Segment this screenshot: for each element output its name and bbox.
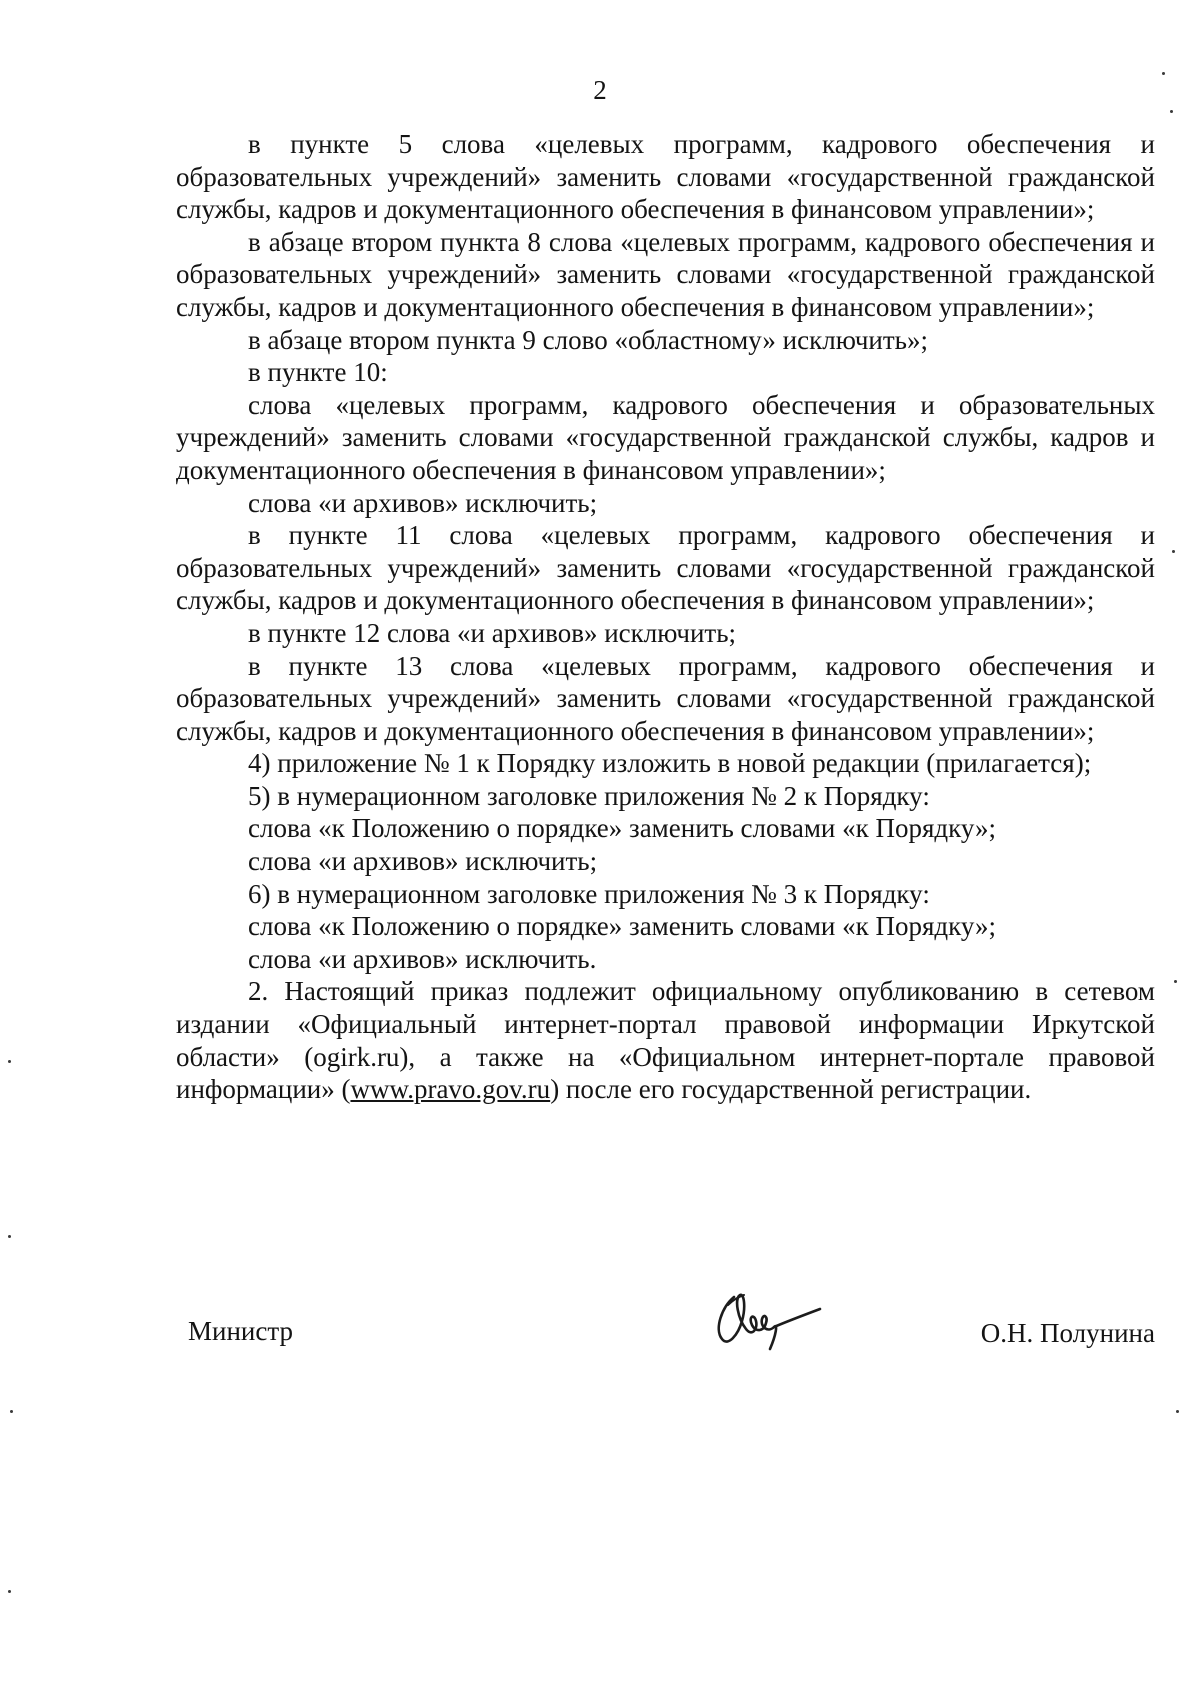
paragraph: в пункте 12 слова «и архивов» исключить; <box>248 617 737 648</box>
paragraph: 5) в нумерационном заголовке приложения № 2 к Порядку: <box>248 780 930 811</box>
scan-speck <box>8 1060 11 1063</box>
paragraph: слова «к Положению о порядке» заменить словами «к Порядку»; <box>248 813 997 844</box>
scan-speck <box>1162 72 1165 75</box>
paragraph: в пункте 13 слова «целевых программ, кадрового обеспечения и образовательных учреждений» заменить словами «государственной гражданской службы, кадров и документационного обеспечения в финансовом управлении»; <box>176 650 1155 746</box>
signature-block <box>176 1307 1155 1357</box>
paragraph: слова «к Положению о порядке» заменить словами «к Порядку»; <box>248 911 997 942</box>
scan-speck <box>1174 980 1177 983</box>
paragraph: в пункте 10: <box>248 357 388 388</box>
handwritten-signature <box>704 1283 824 1357</box>
scan-speck <box>1170 110 1173 113</box>
paragraph: 4) приложение № 1 к Порядку изложить в новой редакции (прилагается); <box>248 748 1092 779</box>
signer-position: Министр <box>188 1316 293 1346</box>
paragraph: в абзаце втором пункта 9 слово «областному» исключить»; <box>248 324 928 355</box>
scan-speck <box>8 1235 11 1238</box>
paragraph: слова «целевых программ, кадрового обеспечения и образовательных учреждений» заменить словами «государственной гражданской службы, кадров и документационного обеспечения в финансовом управлении»; <box>176 389 1155 485</box>
paragraph: в пункте 5 слова «целевых программ, кадрового обеспечения и образовательных учреждений» заменить словами «государственной гражданской службы, кадров и документационного обеспечения в финансовом управлении»; <box>176 129 1155 225</box>
scan-speck <box>1172 550 1175 553</box>
paragraph: слова «и архивов» исключить. <box>248 943 597 974</box>
pravo-gov-link[interactable]: www.pravo.gov.ru <box>350 1074 551 1105</box>
document-body <box>176 128 1155 1106</box>
paragraph: в пункте 11 слова «целевых программ, кадрового обеспечения и образовательных учреждений» заменить словами «государственной гражданской службы, кадров и документационного обеспечения в финансовом управлении»; <box>176 520 1155 616</box>
scan-speck <box>1176 1410 1179 1413</box>
paragraph: в абзаце втором пункта 8 слова «целевых программ, кадрового обеспечения и образовательных учреждений» заменить словами «государственной гражданской службы, кадров и документационного обеспечения в финансовом управлении»; <box>176 226 1155 322</box>
publication-text-end: ) после его государственной регистрации. <box>550 1074 1032 1105</box>
scan-speck <box>10 1410 13 1413</box>
scan-speck <box>8 1590 11 1593</box>
paragraph: 6) в нумерационном заголовке приложения № 3 к Порядку: <box>248 878 930 909</box>
paragraph: слова «и архивов» исключить; <box>248 487 598 518</box>
publication-paragraph <box>176 975 1155 1105</box>
signer-name: О.Н. Полунина <box>980 1318 1155 1348</box>
page-number: 2 <box>593 75 607 105</box>
publication-text: 2. Настоящий приказ подлежит официальному опубликованию в сетевом издании «Официальный интернет-портал правовой информации Иркутской области» (ogirk.ru), а также на «Официальном интернет-портале правовой информации» ( <box>176 976 1155 1105</box>
paragraph: слова «и архивов» исключить; <box>248 846 598 877</box>
